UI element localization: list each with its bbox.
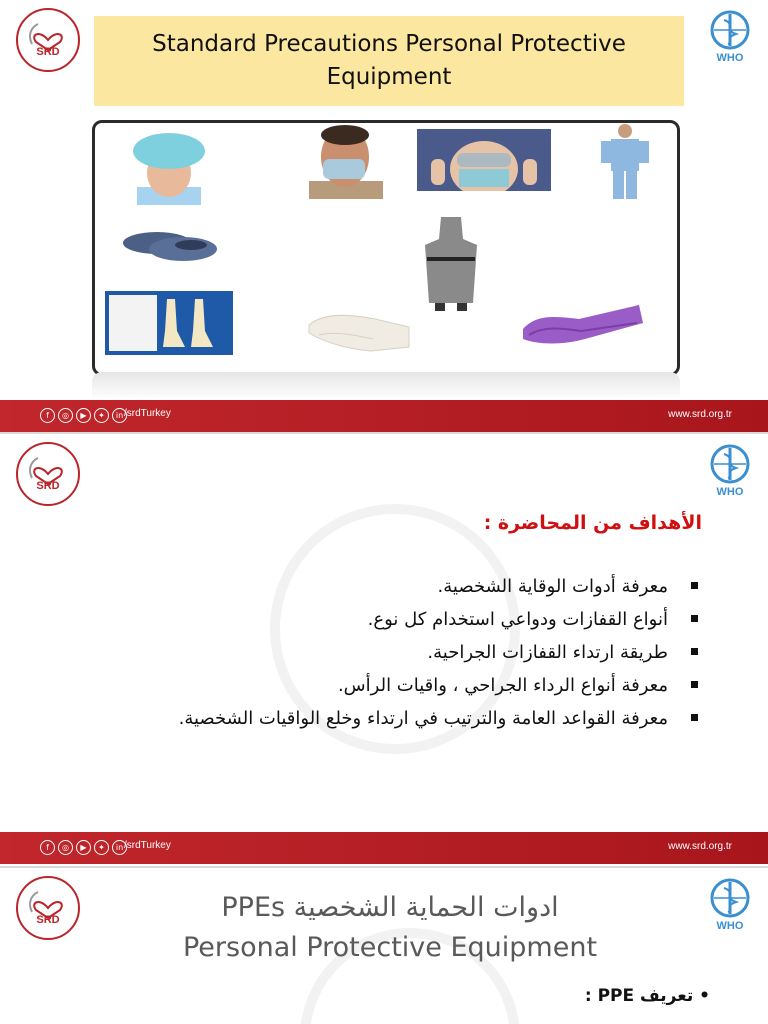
srd-logo-text: SRD	[36, 480, 60, 492]
who-logo	[704, 8, 756, 70]
slide-1	[0, 0, 768, 432]
face-mask-image	[301, 123, 391, 199]
scrubs-image	[595, 123, 655, 201]
srd-logo	[16, 876, 80, 940]
objective-text: أنواع القفازات ودواعي استخدام كل نوع.	[367, 609, 668, 630]
twitter-icon[interactable]: ✦	[94, 840, 109, 855]
website-link[interactable]: www.srd.org.tr	[668, 409, 732, 420]
srd-logo-text: SRD	[36, 46, 60, 58]
objectives-list	[142, 570, 702, 735]
heart-hands-icon	[18, 10, 78, 70]
social-handle[interactable]: /srdTurkey	[124, 408, 171, 419]
instagram-icon[interactable]: ◎	[58, 840, 73, 855]
slide-2-footer	[0, 832, 768, 864]
srd-logo	[16, 8, 80, 72]
objective-text: طريقة ارتداء القفازات الجراحية.	[427, 642, 668, 663]
bullet-icon	[691, 714, 698, 721]
website-link[interactable]: www.srd.org.tr	[668, 841, 732, 852]
slide-2	[0, 434, 768, 866]
srd-logo-text: SRD	[36, 914, 60, 926]
slide-3	[0, 868, 768, 1024]
who-emblem-icon	[704, 876, 756, 920]
list-item	[142, 603, 702, 636]
goggles-image	[417, 129, 551, 191]
frame-reflection	[92, 372, 680, 400]
who-emblem-icon	[704, 8, 756, 52]
facebook-icon[interactable]: f	[40, 408, 55, 423]
slide-title-box	[94, 16, 684, 106]
bullet-icon	[691, 681, 698, 688]
heart-hands-icon	[18, 444, 78, 504]
clogs-image	[121, 223, 221, 267]
ppe-photo-frame	[92, 120, 680, 376]
list-item	[142, 702, 702, 735]
objective-text: معرفة القواعد العامة والترتيب في ارتداء وخلع الواقيات الشخصية.	[178, 708, 668, 729]
who-logo-text: WHO	[716, 486, 744, 498]
bullet-icon	[691, 648, 698, 655]
facebook-icon[interactable]: f	[40, 840, 55, 855]
who-logo-text: WHO	[716, 52, 744, 64]
surgical-cap-image	[119, 129, 219, 205]
ppe-title-english: Personal Protective Equipment	[182, 932, 598, 963]
apron-image	[423, 217, 479, 313]
youtube-icon[interactable]: ▶	[76, 408, 91, 423]
bullet-icon	[691, 615, 698, 622]
objective-text: معرفة أنواع الرداء الجراحي ، واقيات الرأس.	[337, 675, 668, 696]
social-icons	[40, 840, 127, 855]
who-emblem-icon	[704, 442, 756, 486]
social-handle[interactable]: /srdTurkey	[124, 840, 171, 851]
ppe-definition-label: • تعريف PPE :	[584, 986, 710, 1006]
who-logo	[704, 876, 756, 938]
rubber-gloves-image	[519, 299, 643, 353]
youtube-icon[interactable]: ▶	[76, 840, 91, 855]
list-item	[142, 570, 702, 603]
linkedin-icon[interactable]: in	[112, 840, 127, 855]
objective-text: معرفة أدوات الوقاية الشخصية.	[437, 576, 668, 597]
srd-logo	[16, 442, 80, 506]
who-logo-text: WHO	[716, 920, 744, 932]
who-logo	[704, 442, 756, 504]
slide-title: Standard Precautions Personal Protective Equipment	[152, 31, 626, 90]
ppe-title-arabic: ادوات الحماية الشخصية PPEs	[221, 892, 559, 923]
linkedin-icon[interactable]: in	[112, 408, 127, 423]
latex-gloves-image	[305, 305, 415, 357]
list-item	[142, 669, 702, 702]
social-icons	[40, 408, 127, 423]
list-item	[142, 636, 702, 669]
heart-hands-icon	[18, 878, 78, 938]
twitter-icon[interactable]: ✦	[94, 408, 109, 423]
slide-1-footer	[0, 400, 768, 432]
bullet-icon	[691, 582, 698, 589]
objectives-heading: الأهداف من المحاضرة :	[483, 512, 702, 534]
instagram-icon[interactable]: ◎	[58, 408, 73, 423]
sterile-gloves-image	[105, 291, 233, 355]
